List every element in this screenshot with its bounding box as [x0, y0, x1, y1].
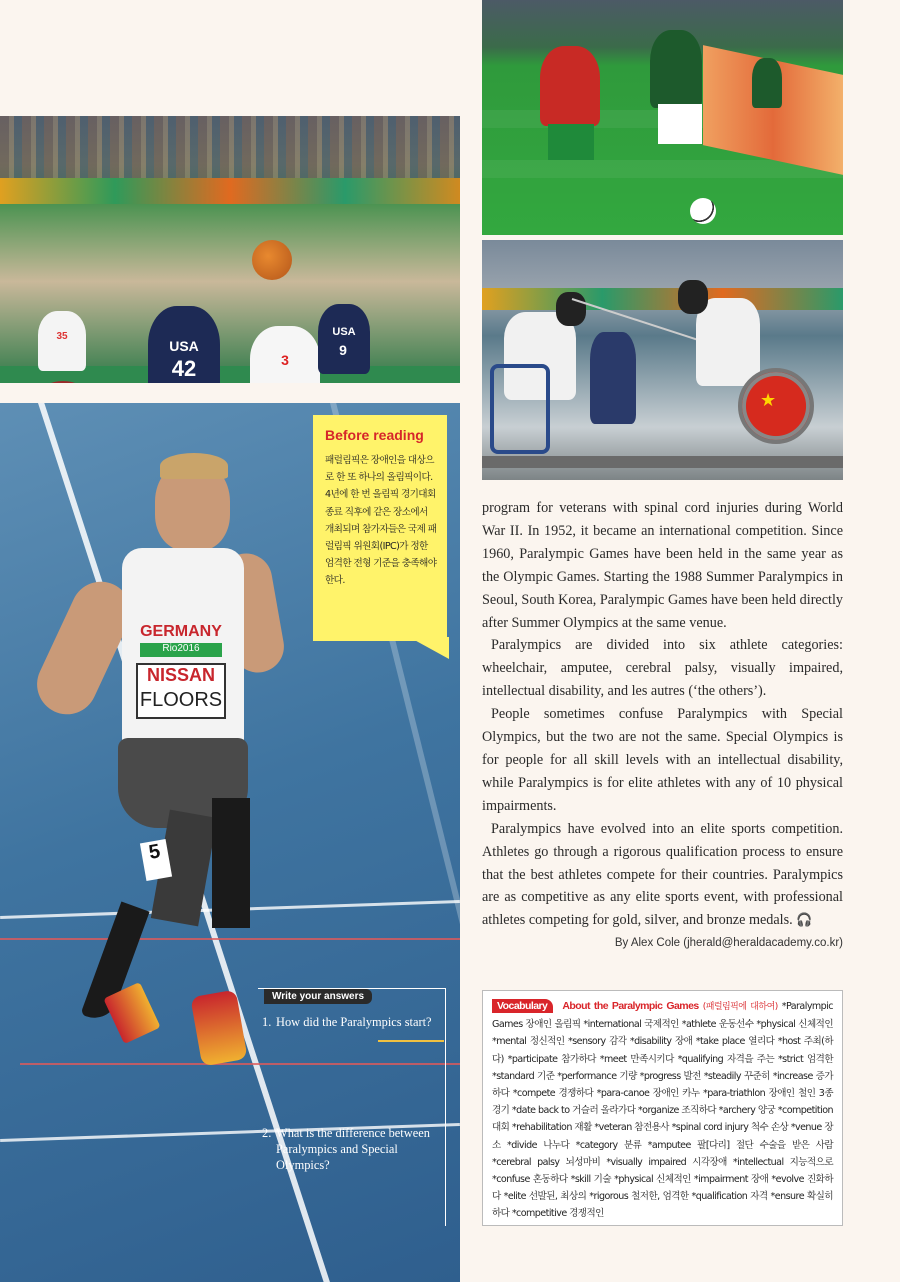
shirt-country: GERMANY: [140, 623, 222, 640]
jersey-number: 3: [281, 352, 289, 368]
article-paragraph: Paralympics are divided into six athlete categories: wheelchair, amputee, cerebral palsy, visually impaired, intellectual disability, and les autres (‘the others’).: [482, 637, 843, 700]
vocabulary-heading: About the Paralympic Games: [562, 1000, 699, 1012]
fencing-piste: [482, 456, 843, 468]
player-shorts: [658, 104, 702, 144]
jersey-number: 35: [56, 331, 68, 342]
fencing-mask: [678, 280, 708, 314]
callout-title: Before reading: [325, 427, 424, 443]
player-shorts: [548, 124, 594, 160]
write-answers-tag: Write your answers: [264, 989, 372, 1004]
football-photo: [482, 0, 843, 235]
player-red: [540, 46, 600, 126]
wheelchair: [490, 364, 550, 454]
before-reading-callout: [313, 415, 447, 641]
byline: By Alex Cole (jherald@heraldacademy.co.kr): [614, 937, 843, 949]
write-your-answers-box: [258, 988, 446, 1226]
runner-leg: [212, 798, 250, 928]
crowd: [0, 116, 460, 186]
headphones-icon[interactable]: 🎧: [796, 913, 813, 929]
article-paragraph: People sometimes confuse Paralympics with Special Olympics, but the two are not the same. Special Olympics is for people for all skill levels with an intellectual disability, while Paralympics is for elite athletes with any of 10 physical impairments.: [482, 706, 843, 814]
runner-hair: [160, 453, 228, 479]
bib-sponsor: NISSAN: [146, 665, 215, 685]
question-2: [262, 1125, 442, 1173]
player-green: [650, 30, 702, 108]
article-paragraph-last: [482, 818, 843, 934]
fencing-photo: [482, 240, 843, 480]
player-green: [752, 58, 782, 108]
star-icon: ★: [760, 390, 777, 410]
fencer-right: [696, 298, 760, 386]
vocabulary-tag: Vocabulary: [492, 999, 553, 1013]
jersey-number: 9: [339, 342, 347, 358]
jersey-team: USA: [169, 338, 199, 354]
vocabulary-text: [492, 998, 833, 1223]
player-9: [318, 304, 370, 374]
question-1: [262, 1014, 442, 1030]
arena-banner: [482, 288, 843, 310]
question-number: 2.: [262, 1126, 272, 1140]
vocabulary-box: [482, 990, 843, 1226]
article-body: [482, 497, 843, 933]
shirt-event: Rio2016: [140, 643, 222, 657]
basketball-photo: [0, 116, 460, 383]
football: [690, 198, 716, 224]
arena-banner: [0, 178, 460, 204]
vocabulary-list: *Paralympic Games 장애인 올림픽 *international 국제적인 *athlete 운동선수 *physical 신체적인 *mental 정신적인 *sensory 감각 *disability 장애 *take place 열리다 *host 주최(하다) *participate 참가하다 *meet 만족시키다 *qualifying 자격을 주는 *strict 엄격한 *standard 기준 *performance 기량 *progress 발전 *steadily 꾸준히 *increase 증가하다 *compete 경쟁하다 *para-canoe 장애인 카누 *para-triathlon 장애인 철인 3종 경기 *date back to 거슬러 올라가다 *organize 조직하다 *archery 양궁 *competition 대회 *rehabilitation 재활 *veteran 참전용사 *spinal cord injury 척수 손상 *venue 장소 *divide 나누다 *category 분류 *amputee 팔[다리] 절단 수술을 받은 사람 *cerebral palsy 뇌성마비 *visually impaired 시각장애 *intellectual 지능적으로 *confuse 혼동하다 *skill 기술 *physical 신체적인 *impairment 장애 *evolve 진화하다 *elite 선발된, 최상의 *rigorous 철저한, 엄격한 *qualification 자격 *ensure 확실히 하다 *competitive 경쟁적인: [492, 1001, 833, 1220]
article-paragraph: Paralympics have evolved into an elite sports competition. Athletes go through a rigorous qualification process to ensure that the best athletes compete for their countries. Paralympics are as competitive as any elite sports event, with professional athletes competing for gold, silver, and bronze medals.: [482, 820, 843, 929]
running-shoe: [190, 990, 247, 1067]
jersey-team: USA: [332, 326, 356, 338]
article-paragraph: program for veterans with spinal cord injuries during World War II. In 1952, it became an international competition. Since 1960, Paralympic Games have been held in the same year as the Olympic Games. Starting the 1988 Summer Paralympics in Seoul, South Korea, Paralympic Games have been held directly after Summer Olympics at the same venue.: [482, 500, 843, 631]
vocabulary-heading-ko: (패럴림픽에 대하여): [702, 1002, 778, 1012]
track-line: [0, 938, 460, 940]
question-number: 1.: [262, 1015, 272, 1029]
bib-name: FLOORS: [139, 689, 223, 711]
answer-line[interactable]: [378, 1040, 444, 1042]
leg-number: 5: [140, 839, 172, 881]
question-text: How did the Paralympics start?: [276, 1015, 432, 1029]
fencing-mask: [556, 292, 586, 326]
callout-body: 패럴림픽은 장애인을 대상으로 한 또 하나의 올림픽이다. 4년에 한 번 올림픽 경기대회 종료 직후에 같은 장소에서 개최되며 참가자들은 국제 패럴림픽 위원회(IPC)가 정한 엄격한 전형 기준을 충족해야 한다.: [325, 455, 437, 587]
referee: [590, 332, 636, 424]
basketball: [252, 240, 292, 280]
question-text: What is the difference between Paralympics and Special Olympics?: [276, 1126, 430, 1172]
jersey-number: 42: [171, 356, 197, 381]
